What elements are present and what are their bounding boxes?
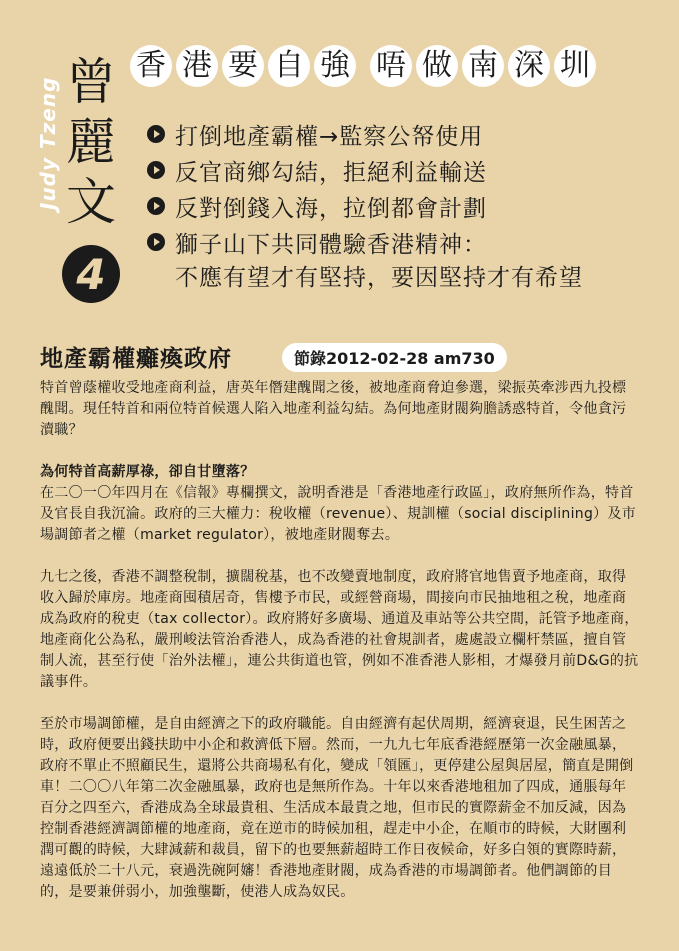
slogan-char: 港 (176, 45, 218, 87)
slogan-char: 唔 (370, 45, 412, 87)
slogan-char: 做 (416, 45, 458, 87)
play-bullet-icon (147, 125, 165, 143)
slogan-char: 香 (130, 45, 172, 87)
list-item (147, 152, 647, 188)
article-body (40, 378, 640, 924)
slogan-char: 圳 (554, 45, 596, 87)
name-char: 曾 (66, 53, 116, 111)
name-char: 文 (66, 173, 116, 231)
chinese-name (60, 52, 122, 232)
list-item (147, 224, 647, 260)
slogan-char: 自 (268, 45, 310, 87)
slogan-char: 南 (462, 45, 504, 87)
list-item-text: 獅子山下共同體驗香港精神： (175, 231, 487, 258)
slogan (130, 45, 600, 87)
article-paragraph: 在二〇一〇年四月在《信報》專欄撰文，說明香港是「香港地產行政區」，政府無所作為，特首及官長自我沉淪。政府的三大權力：稅收權（revenue）、規訓權（social disciplining）及市場調節者之權（market regulator），被地產財閥奪去。 (40, 485, 637, 543)
play-bullet-icon (147, 197, 165, 215)
article-intro: 特首曾蔭權收受地產商利益，唐英年僭建醜聞之後，被地產商脅迫參選，梁振英牽涉西九投標醜聞。現任特首和兩位特首候選人陷入地產利益勾結。為何地產財閥夠膽誘惑特首，令他貪污瀆職？ (40, 380, 627, 438)
list-item-text: 打倒地產霸權→監察公帑使用 (175, 123, 484, 150)
list-item (147, 116, 647, 152)
candidate-number-badge: 4 (62, 245, 120, 303)
article-title: 地產霸權癱瘓政府 (40, 346, 232, 372)
play-bullet-icon (147, 233, 165, 251)
english-name: Judy Tzeng (36, 76, 60, 210)
list-item (147, 188, 647, 224)
slogan-char: 強 (314, 45, 356, 87)
slogan-char: 要 (222, 45, 264, 87)
list-item-continuation: 不應有望才有堅持，要因堅持才有希望 (175, 265, 583, 291)
name-char: 麗 (66, 113, 116, 171)
list-item-text: 反對倒錢入海，拉倒都會計劃 (175, 195, 487, 222)
article-paragraph: 至於市場調節權，是自由經濟之下的政府職能。自由經濟有起伏周期，經濟衰退，民生困苦之時，政府便要出錢扶助中小企和救濟低下層。然而，一九九七年底香港經歷第一次金融風暴，政府不單止不照顧民生，還將公共商場私有化，變成「領匯」，更停建公屋與居屋，簡直是開倒車！二〇〇八年第二次金融風暴，政府也是無所作為。十年以來香港地租加了四成，通脹每年百分之四至六，香港成為全球最貴租、生活成本最貴之地，但市民的實際薪金不加反減，因為控制香港經濟調節權的地產商，竟在逆市的時候加租，趕走中小企，在順市的時候，大財團利潤可觀的時候，大肆減薪和裁員，留下的也要無薪超時工作日夜候命，好多白領的實際時薪，遠遠低於二十八元，衰過洗碗阿嬸！香港地產財閥，成為香港的市場調節者。他們調節的目的，是要兼併弱小，加強壟斷，使港人成為奴民。 (40, 716, 634, 900)
platform-list (147, 116, 647, 296)
slogan-char: 深 (508, 45, 550, 87)
list-item-text: 反官商鄉勾結，拒絕利益輸送 (175, 159, 487, 186)
article-source-tag: 節錄2012-02-28 am730 (282, 343, 507, 372)
article-paragraph: 九七之後，香港不調整稅制，擴闊稅基，也不改變賣地制度，政府將官地售賣予地產商，取得收入歸於庫房。地產商囤積居奇，售樓予市民，或經營商場，間接向市民抽地租之稅，地產商成為政府的稅吏（tax collector）。政府將好多廣場、通道及車站等公共空間，託管予地產商，地產商化公為私，嚴刑峻法管治香港人，成為香港的社會規訓者，處處設立欄杆禁區，擅自管制人流，甚至行使「治外法權」，連公共街道也管，例如不准香港人影相，才爆發月前D&G的抗議事件。 (40, 569, 639, 690)
article-subheading: 為何特首高薪厚祿，卻自甘墮落？ (40, 464, 255, 480)
play-bullet-icon (147, 161, 165, 179)
